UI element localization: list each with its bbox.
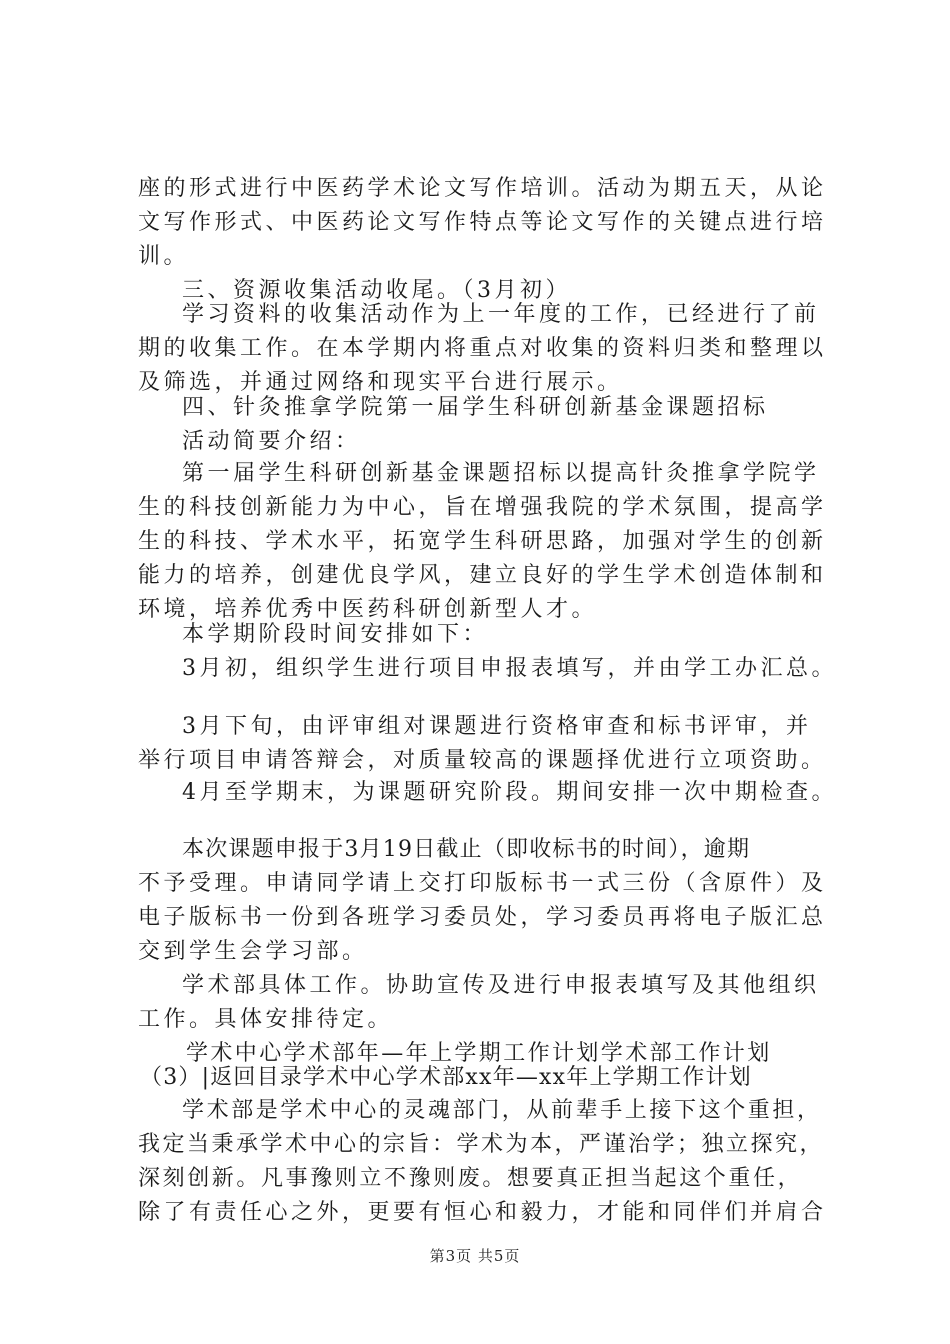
paragraph-line: 我定当秉承学术中心的宗旨：学术为本，严谨治学；独立探究，: [138, 1132, 825, 1157]
paragraph-line: 及筛选，并通过网络和现实平台进行展示。: [138, 370, 623, 395]
paragraph-line: 生的科技、学术水平，拓宽学生科研思路，加强对学生的创新: [138, 529, 827, 554]
paragraph-line: 深刻创新。凡事豫则立不豫则废。想要真正担当起这个重任，: [138, 1166, 803, 1191]
paragraph-line: 工作。具体安排待定。: [138, 1007, 394, 1032]
paragraph-line: 本学期阶段时间安排如下：: [182, 622, 489, 647]
paragraph-line: 除了有责任心之外，更要有恒心和毅力，才能和同伴们并肩合: [138, 1200, 827, 1225]
paragraph-line: 学习资料的收集活动作为上一年度的工作，已经进行了前: [182, 302, 820, 327]
paragraph-line: 不予受理。申请同学请上交打印版标书一式三份（含原件）及: [138, 871, 827, 896]
document-title-line: 学术中心学术部年—年上学期工作计划学术部工作计划: [186, 1041, 772, 1066]
schedule-line: 3月初，组织学生进行项目申报表填写，并由学工办汇总。: [182, 656, 837, 681]
section-heading: 四、针灸推拿学院第一届学生科研创新基金课题招标: [182, 395, 769, 420]
paragraph-line: 活动简要介绍：: [182, 429, 361, 454]
paragraph-line: 学术部具体工作。协助宣传及进行申报表填写及其他组织: [182, 973, 820, 998]
page-footer: 第3页 共5页: [429, 1247, 521, 1265]
paragraph-line: 期的收集工作。在本学期内将重点对收集的资料归类和整理以: [138, 336, 827, 361]
paragraph-line: 生的科技创新能力为中心，旨在增强我院的学术氛围，提高学: [138, 495, 827, 520]
section-heading: 三、资源收集活动收尾。（3月初）: [182, 278, 571, 303]
paragraph-line: 本次课题申报于3月19日截止（即收标书的时间），逾期: [182, 837, 751, 862]
schedule-line: 4月至学期末，为课题研究阶段。期间安排一次中期检查。: [182, 780, 837, 805]
paragraph-line: 交到学生会学习部。: [138, 939, 368, 964]
paragraph-line: 训。: [138, 244, 190, 269]
paragraph-line: 电子版标书一份到各班学习委员处，学习委员再将电子版汇总: [138, 905, 827, 930]
paragraph-line: 能力的培养，创建优良学风，建立良好的学生学术创造体制和: [138, 563, 827, 588]
schedule-line: 举行项目申请答辩会，对质量较高的课题择优进行立项资助。: [138, 748, 827, 773]
schedule-line: 3月下旬，由评审组对课题进行资格审查和标书评审，并: [182, 714, 812, 739]
document-title-line: （3）|返回目录学术中心学术部xx年—xx年上学期工作计划: [140, 1065, 752, 1090]
paragraph-line: 环境，培养优秀中医药科研创新型人才。: [138, 597, 598, 622]
paragraph-line: 座的形式进行中医药学术论文写作培训。活动为期五天，从论: [138, 176, 827, 201]
paragraph-line: 文写作形式、中医药论文写作特点等论文写作的关键点进行培: [138, 210, 827, 235]
paragraph-line: 第一届学生科研创新基金课题招标以提高针灸推拿学院学: [182, 461, 820, 486]
paragraph-line: 学术部是学术中心的灵魂部门，从前辈手上接下这个重担，: [182, 1098, 822, 1123]
